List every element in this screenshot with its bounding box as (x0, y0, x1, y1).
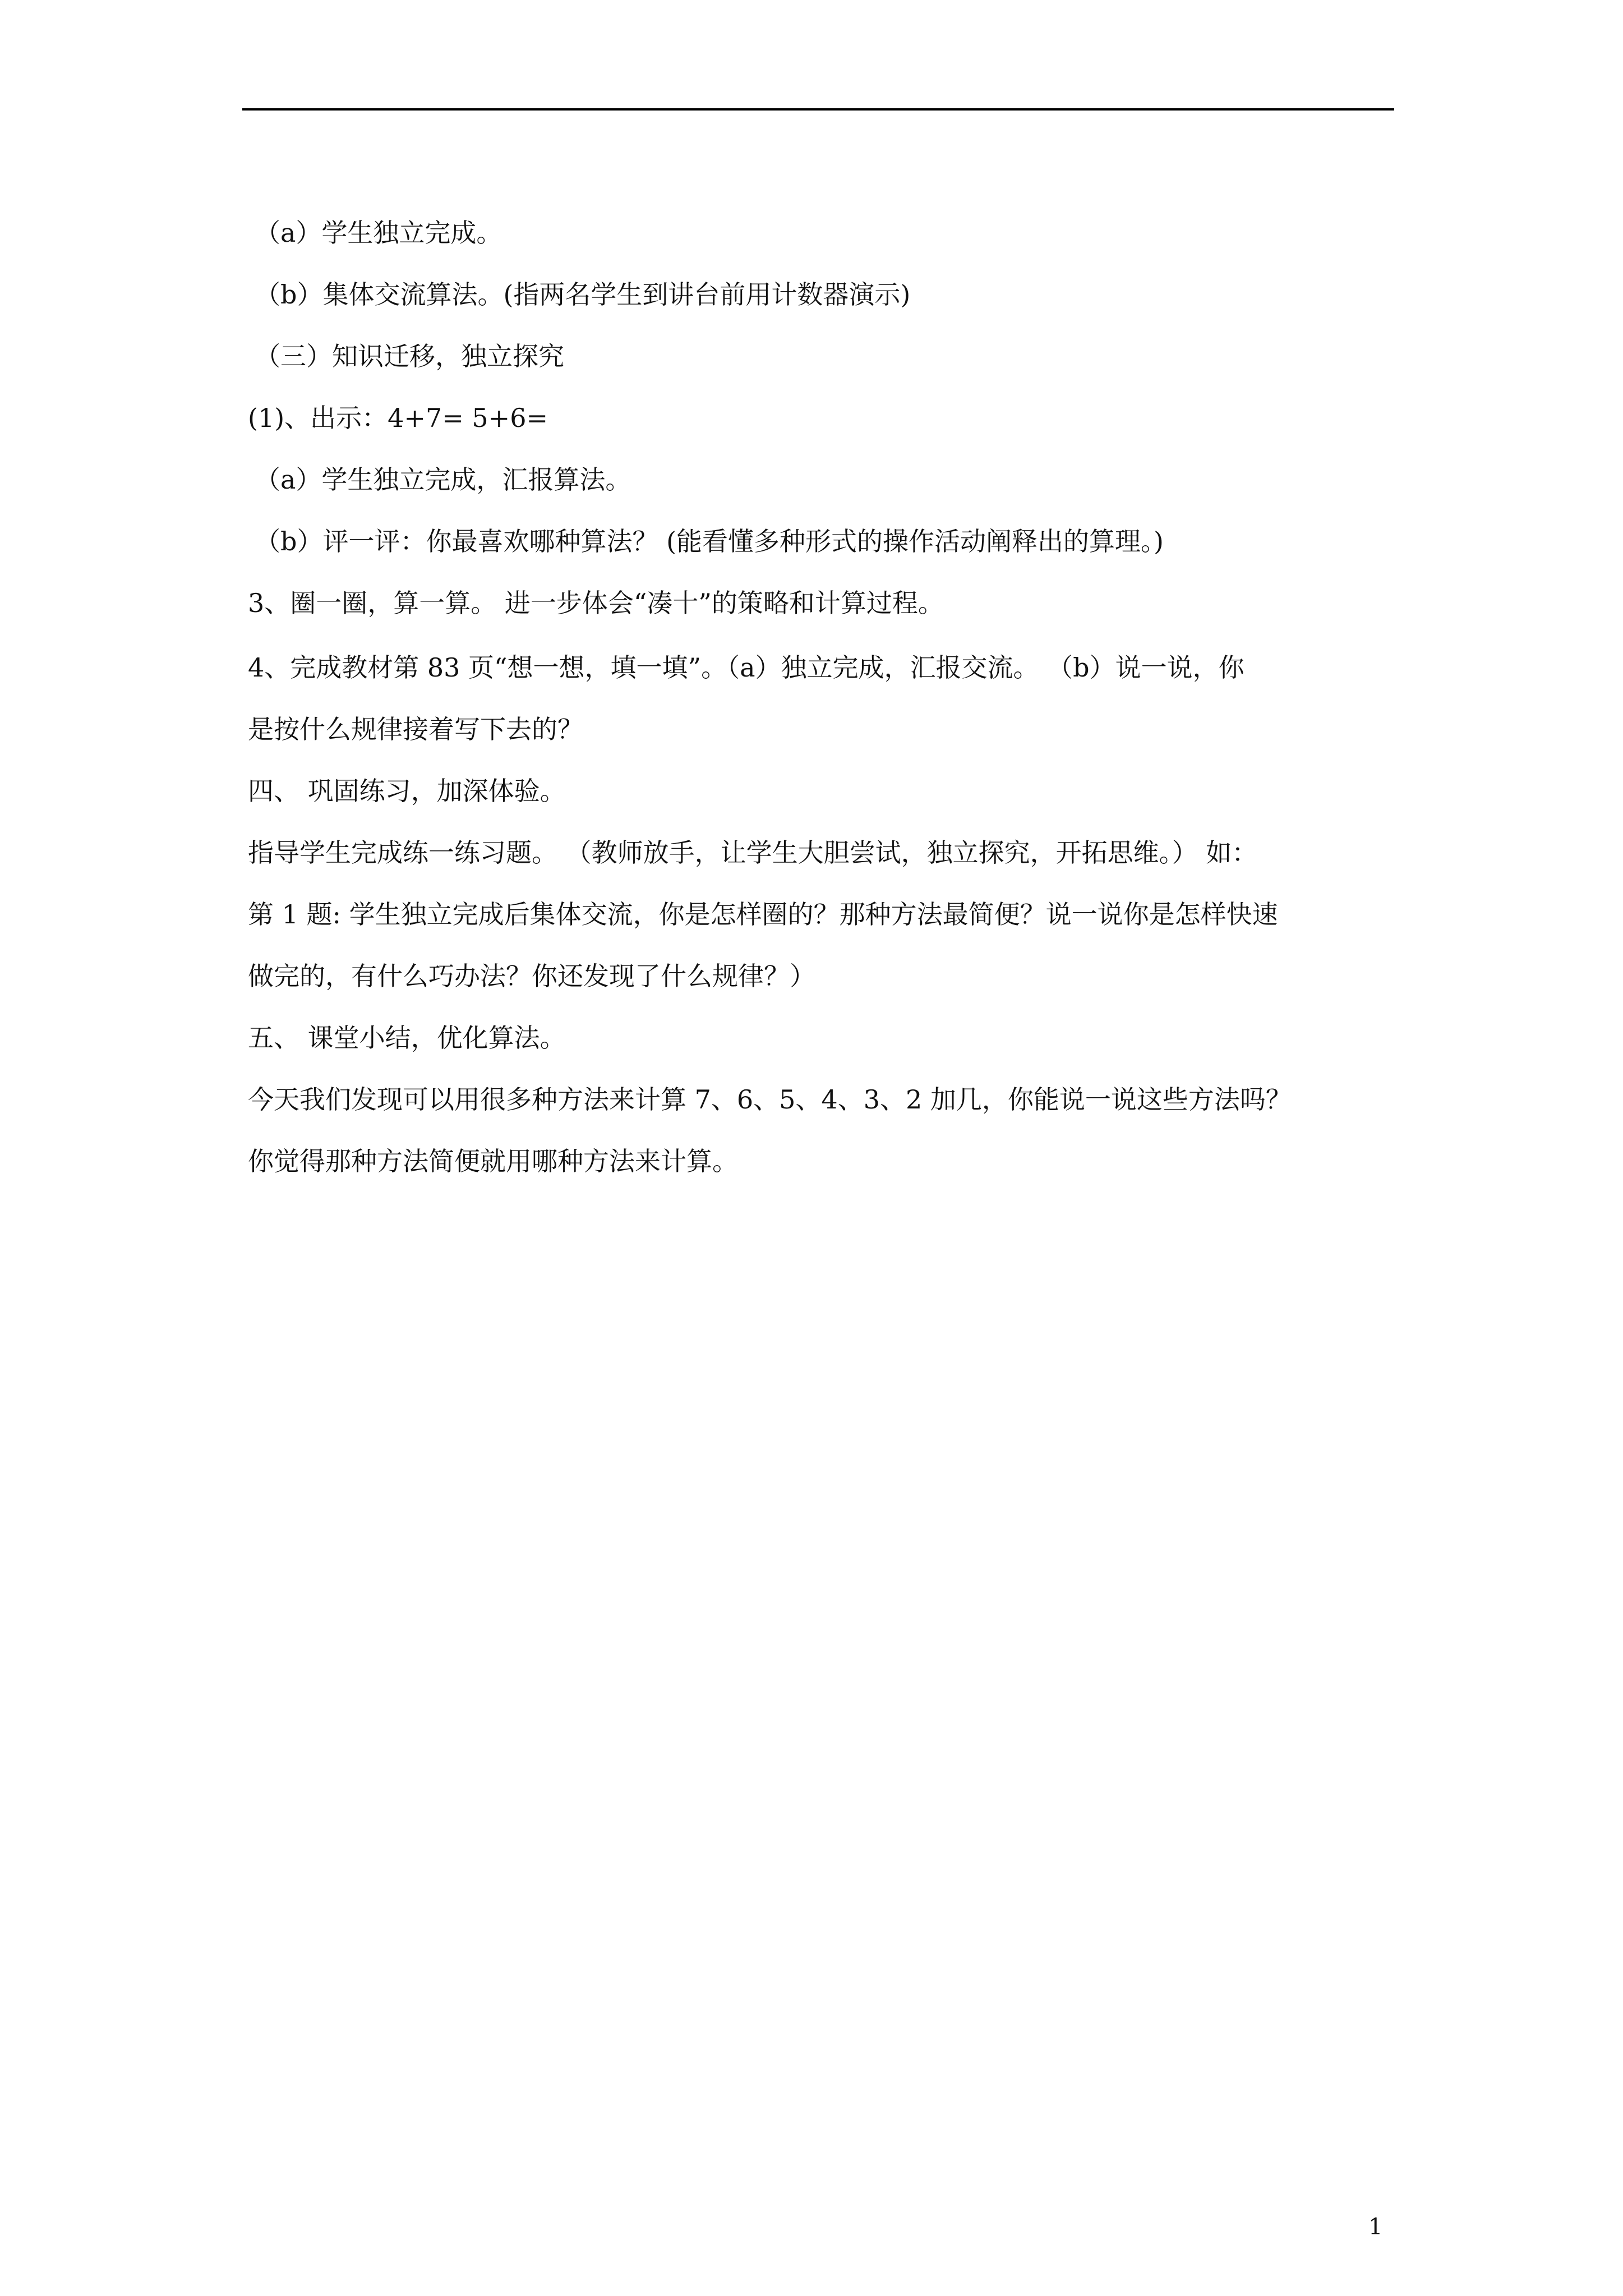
paragraph-show-equations: (1)、出示：4+7= 5+6= (248, 403, 548, 433)
section-heading-practice: 四、 巩固练习，加深体验。 (248, 776, 566, 806)
page-number: 1 (1368, 2214, 1383, 2240)
paragraph-summary-conclusion: 你觉得那种方法简便就用哪种方法来计算。 (248, 1146, 738, 1176)
paragraph-textbook-page: 4、完成教材第 83 页“想一想，填一填”。（a）独立完成，汇报交流。 （b）说一说，你 (248, 652, 1244, 683)
paragraph-circle-count: 3、圈一圈，算一算。 进一步体会“凑十”的策略和计算过程。 (248, 588, 944, 618)
paragraph-b-evaluate: （b）评一评：你最喜欢哪种算法？ (能看懂多种形式的操作活动阐释出的算理。) (255, 526, 1164, 556)
paragraph-rule-continue: 是按什么规律接着写下去的？ (248, 714, 583, 744)
paragraph-a-independent: （a）学生独立完成。 (255, 218, 502, 248)
paragraph-b-group-exchange: （b）集体交流算法。(指两名学生到讲台前用计数器演示) (255, 279, 911, 310)
section-heading-knowledge-transfer: （三）知识迁移，独立探究 (255, 341, 564, 371)
section-heading-summary: 五、 课堂小结，优化算法。 (248, 1023, 566, 1053)
paragraph-guide-exercises: 指导学生完成练一练习题。 （教师放手，让学生大胆尝试，独立探究，开拓思维。） 如： (248, 838, 1258, 868)
header-rule (242, 108, 1394, 111)
paragraph-summary-methods: 今天我们发现可以用很多种方法来计算 7、6、5、4、3、2 加几，你能说一说这些方法吗？ (248, 1084, 1292, 1115)
paragraph-a-report: （a）学生独立完成，汇报算法。 (255, 464, 631, 495)
paragraph-question-one-cont: 做完的，有什么巧办法？你还发现了什么规律？） (248, 961, 815, 991)
paragraph-question-one: 第 1 题: 学生独立完成后集体交流，你是怎样圈的？那种方法最简便？说一说你是怎样快速 (248, 899, 1278, 930)
